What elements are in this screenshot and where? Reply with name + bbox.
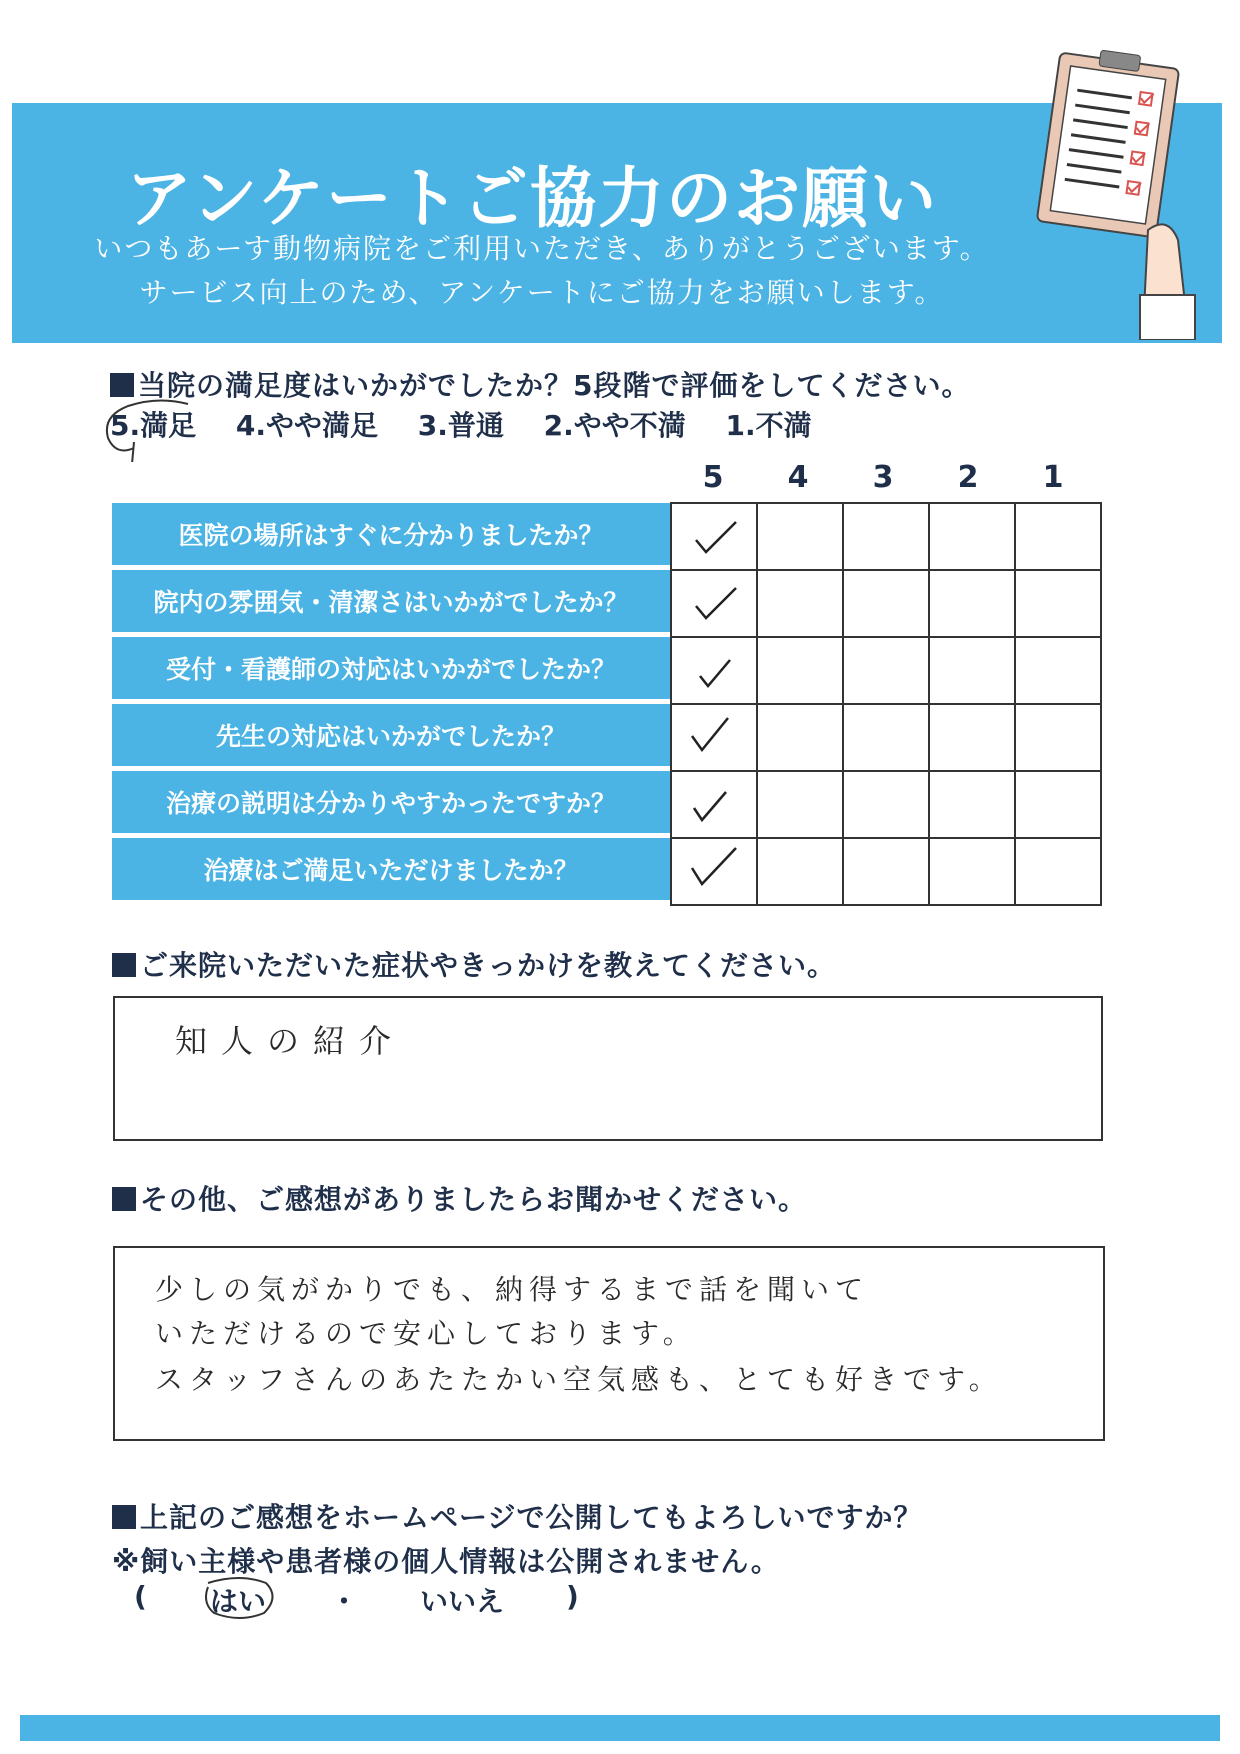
no-option[interactable]: いいえ xyxy=(420,1585,505,1618)
square-bullet-icon xyxy=(112,1187,136,1211)
grid-line xyxy=(672,703,1100,705)
grid-line xyxy=(672,770,1100,772)
comment-line-2: いただけるので安心しております。 xyxy=(155,1317,697,1350)
visit-reason-answer-box[interactable] xyxy=(113,996,1103,1141)
question-reception: 受付・看護師の対応はいかがでしたか？ xyxy=(112,637,670,699)
yes-option[interactable]: はい xyxy=(210,1585,267,1618)
subtitle-line-1: いつもあーす動物病院をご利用いただき、ありがとうございます。 xyxy=(94,232,990,265)
publish-heading: 上記のご感想をホームページで公開してもよろしいですか？ xyxy=(112,1496,922,1536)
column-2: 2 xyxy=(957,460,979,495)
visit-reason-answer: 知人の紹介 xyxy=(175,1022,406,1060)
checkmark-icon[interactable] xyxy=(692,584,742,624)
privacy-note: ※飼い主様や患者様の個人情報は公開されません。 xyxy=(112,1545,780,1578)
question-doctor: 先生の対応はいかがでしたか？ xyxy=(112,704,670,766)
open-paren: ( xyxy=(134,1580,147,1613)
subtitle-line-2: サービス向上のため、アンケートにご協力をお願いします。 xyxy=(139,276,945,309)
column-3: 3 xyxy=(872,460,894,495)
checkmark-icon[interactable] xyxy=(692,518,742,558)
comment-line-1: 少しの気がかりでも、納得するまで話を聞いて xyxy=(155,1273,870,1306)
grid-line xyxy=(672,636,1100,638)
column-1: 1 xyxy=(1042,460,1064,495)
scale-4: 4.やや満足 xyxy=(235,409,378,442)
visit-reason-heading: ご来院いただいた症状やきっかけを教えてください。 xyxy=(112,944,836,984)
scale-3: 3.普通 xyxy=(417,409,504,442)
column-5: 5 xyxy=(702,460,724,495)
scale-1: 1.不満 xyxy=(725,409,812,442)
scale-selection-circle xyxy=(98,398,210,462)
question-list xyxy=(112,503,670,905)
column-4: 4 xyxy=(787,460,809,495)
square-bullet-icon xyxy=(112,953,136,977)
square-bullet-icon xyxy=(110,373,134,397)
grid-line xyxy=(672,569,1100,571)
scale-2: 2.やや不満 xyxy=(543,409,686,442)
scale-5: 5.満足 xyxy=(110,409,197,442)
grid-line xyxy=(672,837,1100,839)
comments-answer-box[interactable] xyxy=(113,1246,1105,1441)
question-location: 医院の場所はすぐに分かりましたか？ xyxy=(112,503,670,565)
question-treatment: 治療はご満足いただけましたか？ xyxy=(112,838,670,900)
checkmark-icon[interactable] xyxy=(690,846,740,886)
comments-heading: その他、ご感想がありましたらお聞かせください。 xyxy=(112,1178,807,1218)
question-explanation: 治療の説明は分かりやすかったですか？ xyxy=(112,771,670,833)
satisfaction-heading: 当院の満足度はいかがでしたか？5段階で評価をしてください。 xyxy=(110,364,971,404)
option-separator: ・ xyxy=(330,1585,359,1618)
yes-selection-circle xyxy=(200,1573,278,1621)
square-bullet-icon xyxy=(112,1505,136,1529)
comment-line-3: スタッフさんのあたたかい空気感も、とても好きです。 xyxy=(155,1363,1003,1396)
rating-scale-legend xyxy=(110,404,842,444)
footer-band xyxy=(20,1715,1220,1741)
clipboard-icon xyxy=(1030,40,1200,340)
checkmark-icon[interactable] xyxy=(688,786,738,826)
checkmark-icon[interactable] xyxy=(692,652,742,692)
page-title: アンケートご協力のお願い xyxy=(125,160,939,237)
close-paren: ) xyxy=(566,1580,579,1613)
checkmark-icon[interactable] xyxy=(688,716,738,756)
rating-grid xyxy=(670,502,1102,906)
question-atmosphere: 院内の雰囲気・清潔さはいかがでしたか？ xyxy=(112,570,670,632)
